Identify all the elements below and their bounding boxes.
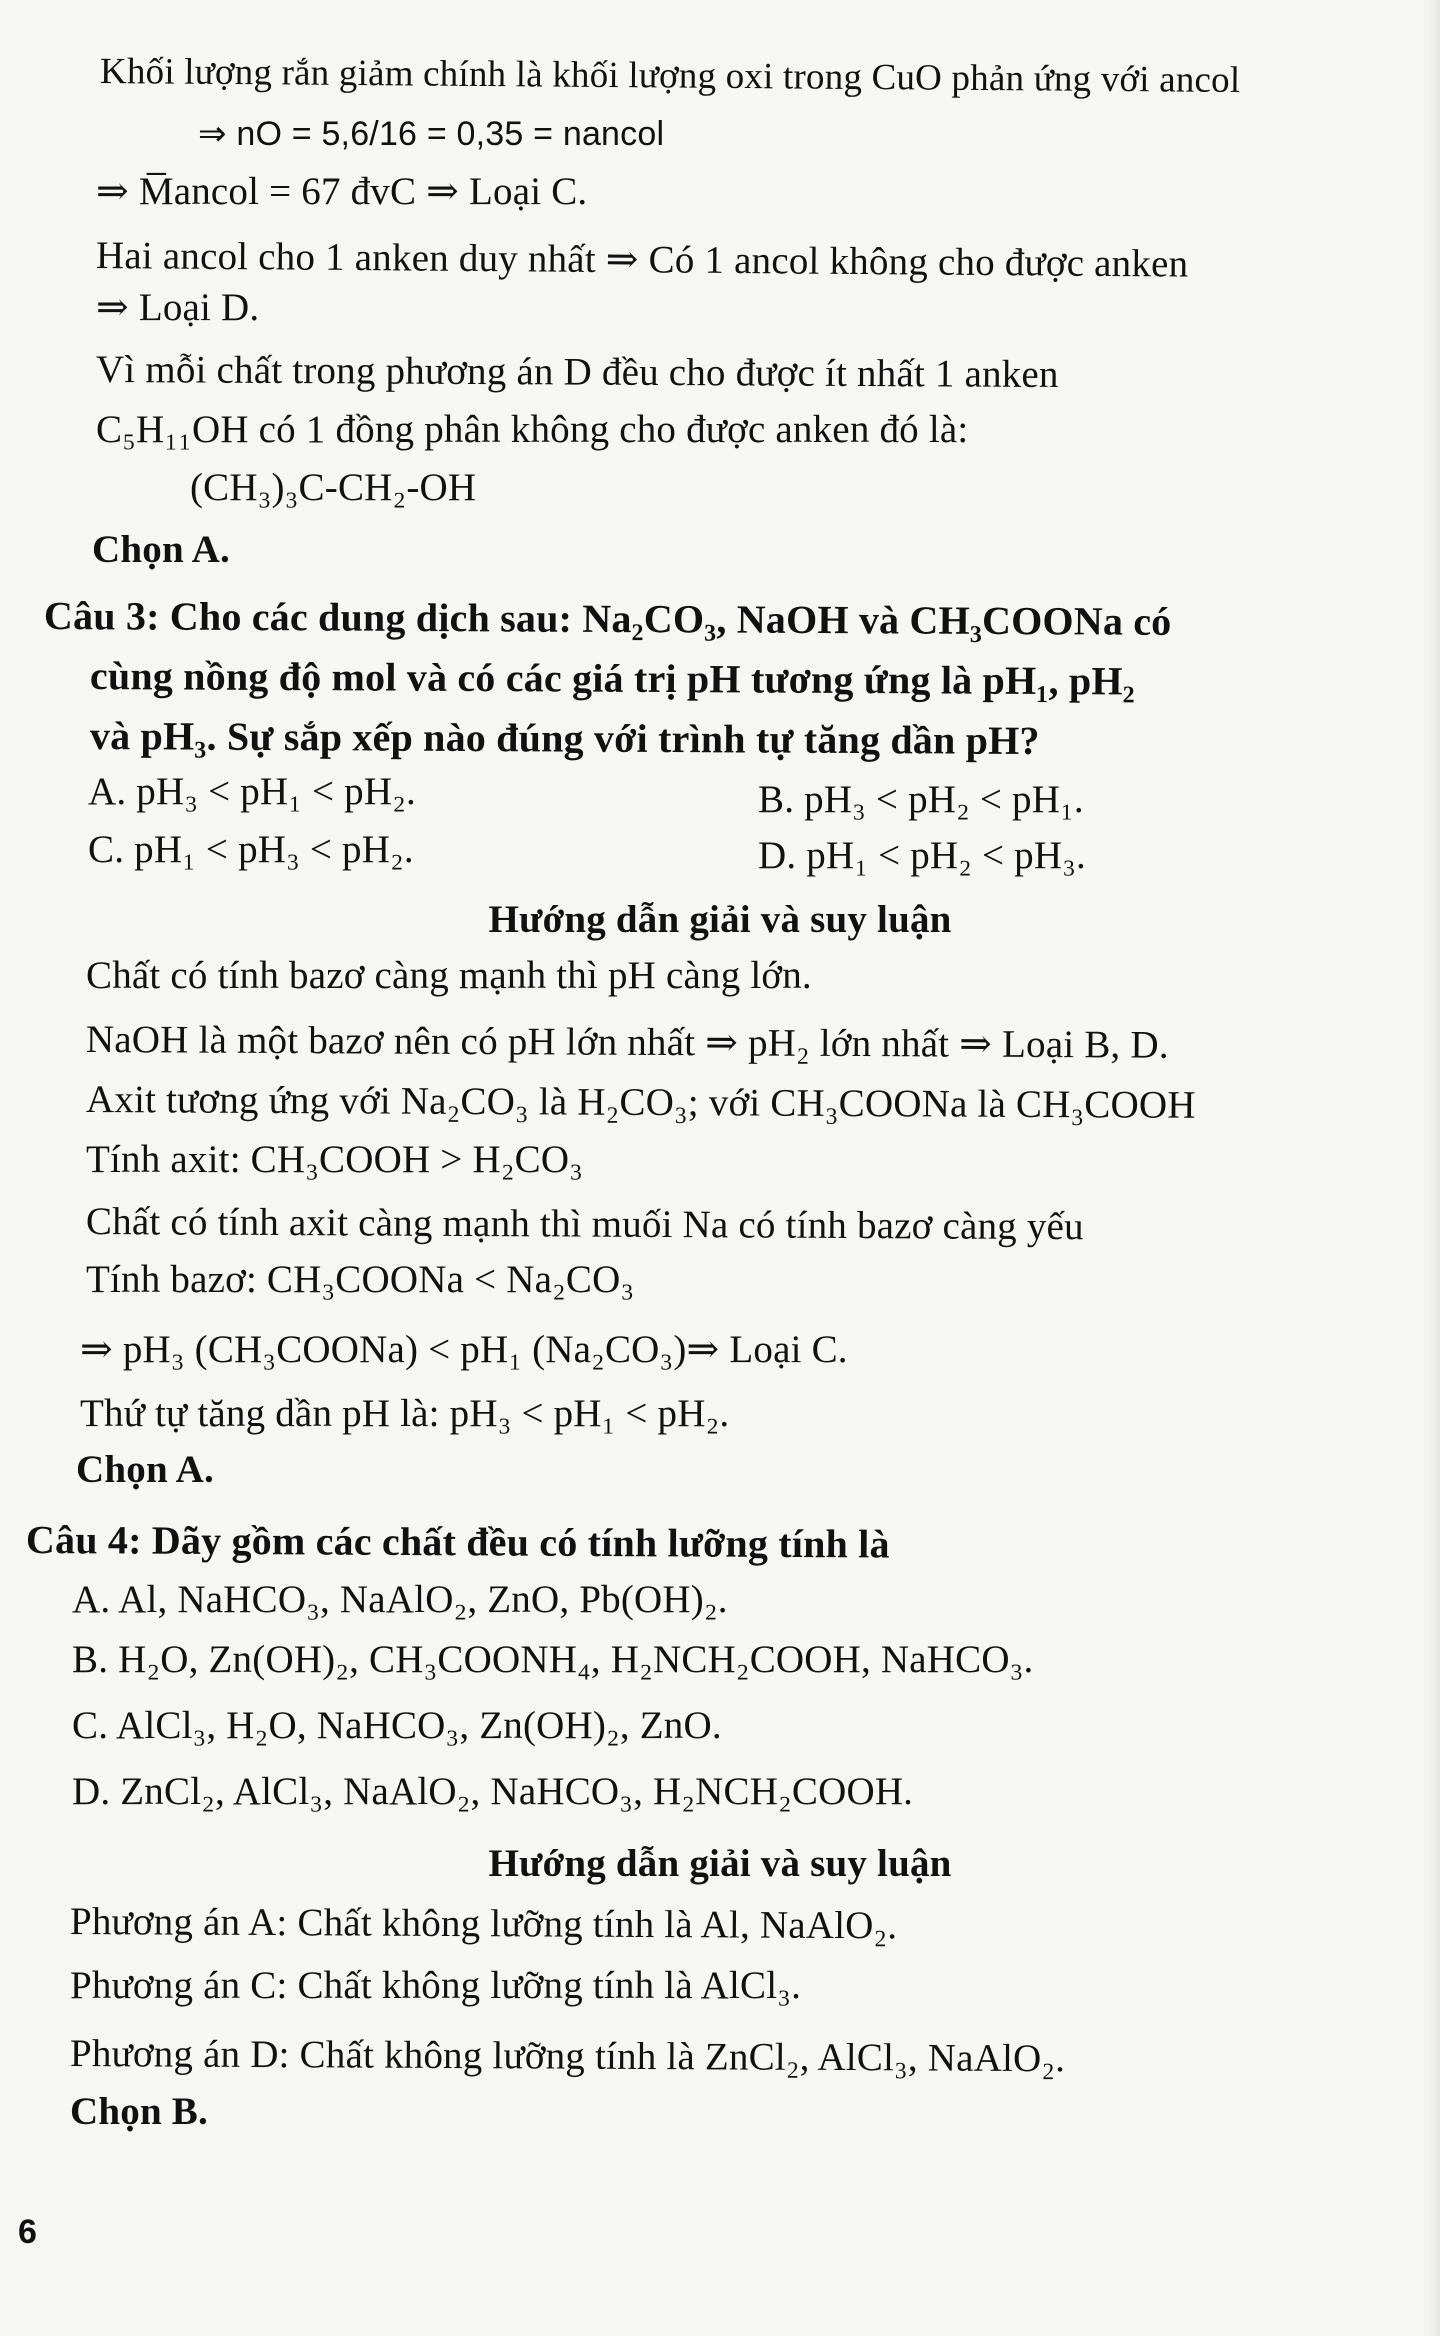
- text-line: Phương án C: Chất không lưỡng tính là AlCl₃.: [70, 1964, 802, 2007]
- text-line: Chất có tính axit càng mạnh thì muối Na có tính bazơ càng yếu: [85, 1200, 1084, 1249]
- text-line: Vì mỗi chất trong phương án D đều cho được ít nhất 1 anken: [95, 348, 1059, 397]
- formula-line: ⇒ nO = 5,6/16 = 0,35 = nancol: [198, 115, 665, 153]
- page-number: 6: [18, 2213, 38, 2251]
- text-line: Thứ tự tăng dần pH là: pH₃ < pH₁ < pH₂.: [80, 1392, 730, 1435]
- question-3-line-2: cùng nồng độ mol và có các giá trị pH tương ứng là pH₁, pH₂: [89, 653, 1136, 704]
- option-a: A. pH₃ < pH₁ < pH₂.: [88, 770, 416, 813]
- text-line: NaOH là một bazơ nên có pH lớn nhất ⇒ pH₂ lớn nhất ⇒ Loại B, D.: [85, 1018, 1169, 1067]
- text-line: Axit tương ứng với Na₂CO₃ là H₂CO₃; với CH₃COONa là CH₃COOH: [85, 1078, 1196, 1127]
- option-c: C. AlCl₃, H₂O, NaHCO₃, Zn(OH)₂, ZnO.: [72, 1704, 722, 1747]
- option-b: B. pH₃ < pH₂ < pH₁.: [758, 778, 1084, 821]
- text-line: ⇒ pH₃ (CH₃COONa) < pH₁ (Na₂CO₃)⇒ Loại C.: [80, 1328, 848, 1371]
- option-a: A. Al, NaHCO₃, NaAlO₂, ZnO, Pb(OH)₂.: [72, 1578, 728, 1621]
- text-line: C₅H₁₁OH có 1 đồng phân không cho được anken đó là:: [96, 408, 969, 451]
- text-line: ⇒ Loại D.: [96, 286, 260, 329]
- question-3-line-1: Câu 3: Cho các dung dịch sau: Na₂CO₃, NaOH và CH₃COONa có: [43, 593, 1172, 644]
- answer-line: Chọn A.: [76, 1448, 214, 1491]
- answer-line: Chọn A.: [92, 528, 230, 571]
- text-line: Phương án A: Chất không lưỡng tính là Al, NaAlO₂.: [69, 1900, 898, 1948]
- question-3-line-3: và pH₃. Sự sắp xếp nào đúng với trình tự tăng dần pH?: [89, 713, 1040, 763]
- option-c: C. pH₁ < pH₃ < pH₂.: [88, 828, 414, 871]
- section-heading: Hướng dẫn giải và suy luận: [488, 898, 952, 941]
- question-4-line-1: Câu 4: Dãy gồm các chất đều có tính lưỡng tính là: [25, 1517, 890, 1567]
- page-shadow: [1426, 0, 1440, 2336]
- formula-line: ⇒ M̅ancol = 67 đvC ⇒ Loại C.: [96, 170, 588, 213]
- option-d: D. ZnCl₂, AlCl₃, NaAlO₂, NaHCO₃, H₂NCH₂COOH.: [72, 1770, 914, 1813]
- text-line: Phương án D: Chất không lưỡng tính là ZnCl₂, AlCl₃, NaAlO₂.: [69, 2032, 1066, 2081]
- text-line: Hai ancol cho 1 anken duy nhất ⇒ Có 1 ancol không cho được anken: [95, 234, 1189, 286]
- option-b: B. H₂O, Zn(OH)₂, CH₃COONH₄, H₂NCH₂COOH, NaHCO₃.: [72, 1638, 1034, 1681]
- text-line: Chất có tính bazơ càng mạnh thì pH càng lớn.: [86, 954, 812, 997]
- text-line: Tính axit: CH₃COOH > H₂CO₃: [86, 1138, 583, 1181]
- section-heading: Hướng dẫn giải và suy luận: [488, 1842, 952, 1885]
- text-line: Tính bazơ: CH₃COONa < Na₂CO₃: [86, 1258, 635, 1301]
- text-line: Khối lượng rắn giảm chính là khối lượng oxi trong CuO phản ứng với ancol: [99, 51, 1241, 101]
- answer-line: Chọn B.: [70, 2090, 208, 2133]
- option-d: D. pH₁ < pH₂ < pH₃.: [758, 834, 1086, 877]
- formula-line: (CH₃)₃C-CH₂-OH: [190, 466, 477, 509]
